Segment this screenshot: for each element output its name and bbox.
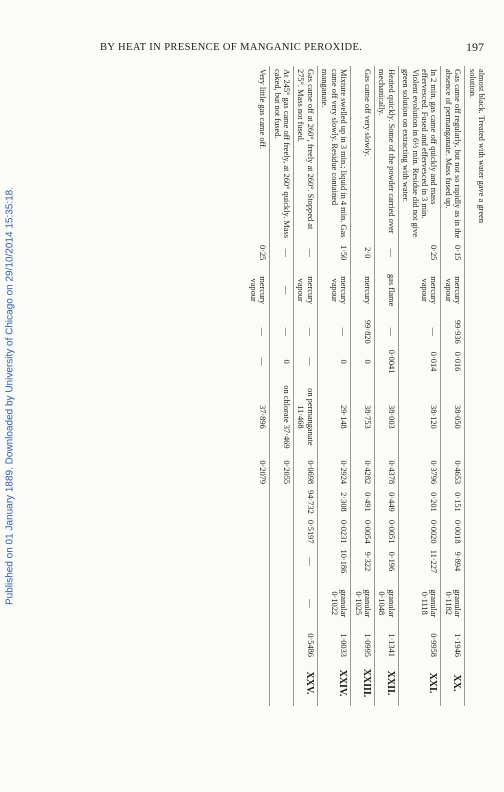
value-cell: 0·0041 <box>374 347 398 377</box>
remarks-cell: At 245° gas came off freely, at 260° quickly. Mass caked, but not fused. <box>270 66 294 242</box>
value-cell <box>465 347 488 377</box>
table-row <box>246 66 269 706</box>
value-cell: 2·0 <box>351 242 375 263</box>
value-cell: 0 <box>351 347 375 377</box>
value-cell <box>246 630 269 660</box>
value-cell: 0·15 <box>441 242 465 263</box>
value-cell: gas flame <box>374 263 398 317</box>
value-cell: 9·322 <box>351 547 375 577</box>
value-cell <box>465 242 488 263</box>
page-number: 197 <box>466 40 484 54</box>
experiment-number: XX. <box>441 660 465 706</box>
value-cell: 0·449 <box>374 487 398 517</box>
value-cell: 1·0995 <box>351 630 375 660</box>
table-row <box>398 66 441 706</box>
value-cell: 0·2079 <box>258 460 268 485</box>
experiment-number <box>246 660 269 706</box>
value-cell: mercury vapour <box>294 263 318 317</box>
value-cell: — <box>270 317 294 347</box>
value-cell: — <box>294 317 318 347</box>
value-cell <box>465 376 488 457</box>
value-cell <box>465 487 488 517</box>
remarks-cell: Gas came off regularly, but not so rapidly as in the absence of permanganate. Mass fused up. <box>441 66 465 242</box>
value-cell: 99·820 <box>351 317 375 347</box>
experiment-number: XXIII. <box>351 660 375 706</box>
value-cell: 1·0033 <box>317 630 350 660</box>
value-cell: 9·894 <box>441 547 465 577</box>
table-row <box>270 66 294 706</box>
value-cell: — <box>294 347 318 377</box>
value-cell: — <box>294 576 318 630</box>
value-cell: 0·5486 <box>294 630 318 660</box>
remarks-cell: Heated quickly. Some of the powder carried over mechanically. <box>374 66 398 242</box>
value-cell: mercury vapour <box>398 263 441 317</box>
value-cell: 0·9958 <box>398 630 441 660</box>
value-cell: 0·151 <box>441 487 465 517</box>
table-row <box>294 66 318 706</box>
value-cell: 0·4282 <box>351 457 375 487</box>
value-cell: — <box>258 357 268 366</box>
table-row <box>441 66 465 706</box>
value-cell <box>465 576 488 630</box>
value-cell <box>270 547 294 577</box>
value-cell: 0·014 <box>398 347 441 377</box>
value-cell: 0·0054 <box>351 517 375 547</box>
value-cell: mercury vapour <box>317 263 350 317</box>
value-cell: — <box>398 317 441 347</box>
value-cell: 0·5197 <box>294 517 318 547</box>
value-cell: on permanganate 11·468 <box>294 376 318 457</box>
value-cell: 10·186 <box>317 547 350 577</box>
value-cell: — <box>270 242 294 263</box>
value-cell <box>465 317 488 347</box>
running-header <box>100 40 492 56</box>
value-cell: 0·196 <box>374 547 398 577</box>
value-cell: 94·732 <box>294 487 318 517</box>
value-cell <box>246 576 269 630</box>
value-cell: 0·0018 <box>441 517 465 547</box>
experiment-number: XXII. <box>374 660 398 706</box>
remarks-cell: almost black. Treated with water gave a green solution. <box>465 66 488 242</box>
value-cell: 1·50 <box>317 242 350 263</box>
value-cell: granular 0·1182 <box>441 576 465 630</box>
value-cell <box>465 457 488 487</box>
value-cell <box>465 263 488 317</box>
value-cell: — <box>374 317 398 347</box>
remarks-cell: Very little gas came off. <box>258 69 268 150</box>
value-cell: 1·1946 <box>441 630 465 660</box>
value-cell: 99·936 <box>441 317 465 347</box>
value-cell: 0·0020 <box>398 517 441 547</box>
value-cell <box>270 487 294 517</box>
value-cell: 11·227 <box>398 547 441 577</box>
value-cell <box>465 517 488 547</box>
value-cell: 2·308 <box>317 487 350 517</box>
value-cell: — <box>374 242 398 263</box>
value-cell: granular 0·1048 <box>374 576 398 630</box>
value-cell: 1·1341 <box>374 630 398 660</box>
experiment-number: XXV. <box>294 660 318 706</box>
value-cell: 37·896 <box>258 405 268 429</box>
value-cell: granular 0·1118 <box>398 576 441 630</box>
value-cell: — <box>258 327 268 336</box>
value-cell: mercury vapour <box>441 263 465 317</box>
table-row <box>374 66 398 706</box>
experiment-number: XXIV. <box>317 660 350 706</box>
value-cell: 38·003 <box>374 376 398 457</box>
rotated-table-container <box>88 66 488 706</box>
value-cell <box>246 517 269 547</box>
remarks-cell: In 2 min. gas came off quickly and mass effervesced. Fused and effervesced in 3 min. Violent evolution in 6½ min. Residue did not give green solution on extracting with water. <box>398 66 441 242</box>
value-cell: 0 <box>317 347 350 377</box>
value-cell <box>465 630 488 660</box>
value-cell: 0·2924 <box>317 457 350 487</box>
value-cell: — <box>294 242 318 263</box>
value-cell <box>465 547 488 577</box>
value-cell <box>246 547 269 577</box>
value-cell: 0·491 <box>351 487 375 517</box>
remarks-cell: Gas came off at 260°, freely at 260°. Stopped at 275°. Mass not fused. <box>294 66 318 242</box>
value-cell: 0 <box>270 347 294 377</box>
value-cell: on chlorate 37·469 <box>270 376 294 457</box>
value-cell: 0·25 <box>258 245 268 261</box>
value-cell: 0·2055 <box>270 457 294 487</box>
value-cell: granular 0·1025 <box>351 576 375 630</box>
value-cell: 29·148 <box>317 376 350 457</box>
value-cell: 0·201 <box>398 487 441 517</box>
experiment-number: XXI. <box>398 660 441 706</box>
value-cell <box>270 630 294 660</box>
remarks-cell: Gas came off very slowly. <box>351 66 375 242</box>
value-cell <box>246 487 269 517</box>
value-cell: 38·120 <box>398 376 441 457</box>
value-cell: 0·4653 <box>441 457 465 487</box>
value-cell: 38·050 <box>441 376 465 457</box>
download-watermark <box>0 0 20 792</box>
value-cell: 0·0698 <box>294 457 318 487</box>
value-cell <box>270 576 294 630</box>
table-row <box>465 66 488 706</box>
value-cell <box>270 517 294 547</box>
watermark-text: Published on 01 January 1889. Downloaded by University of Chicago on 29/10/2014 15:35:18. <box>4 186 16 606</box>
value-cell: 0·4378 <box>374 457 398 487</box>
value-cell: 0·3796 <box>398 457 441 487</box>
value-cell: 38·753 <box>351 376 375 457</box>
results-table <box>246 66 488 706</box>
value-cell: 0·0051 <box>374 517 398 547</box>
remarks-cell: Mixture swelled up in 3 min.; liquid in 4 min. Gas came off very slowly. Residue contained manganate. <box>317 66 350 242</box>
running-title: BY HEAT IN PRESENCE OF MANGANIC PEROXIDE. <box>100 42 363 53</box>
value-cell: 0·016 <box>441 347 465 377</box>
value-cell: mercury vapour <box>248 276 268 305</box>
value-cell: 0·25 <box>398 242 441 263</box>
value-cell: granular 0·1022 <box>317 576 350 630</box>
value-cell: — <box>294 547 318 577</box>
experiment-number <box>465 660 488 706</box>
table-row <box>351 66 375 706</box>
value-cell: mercury <box>351 263 375 317</box>
value-cell: — <box>270 263 294 317</box>
value-cell: — <box>317 317 350 347</box>
table-row <box>317 66 350 706</box>
value-cell: 0·0231 <box>317 517 350 547</box>
experiment-number <box>270 660 294 706</box>
